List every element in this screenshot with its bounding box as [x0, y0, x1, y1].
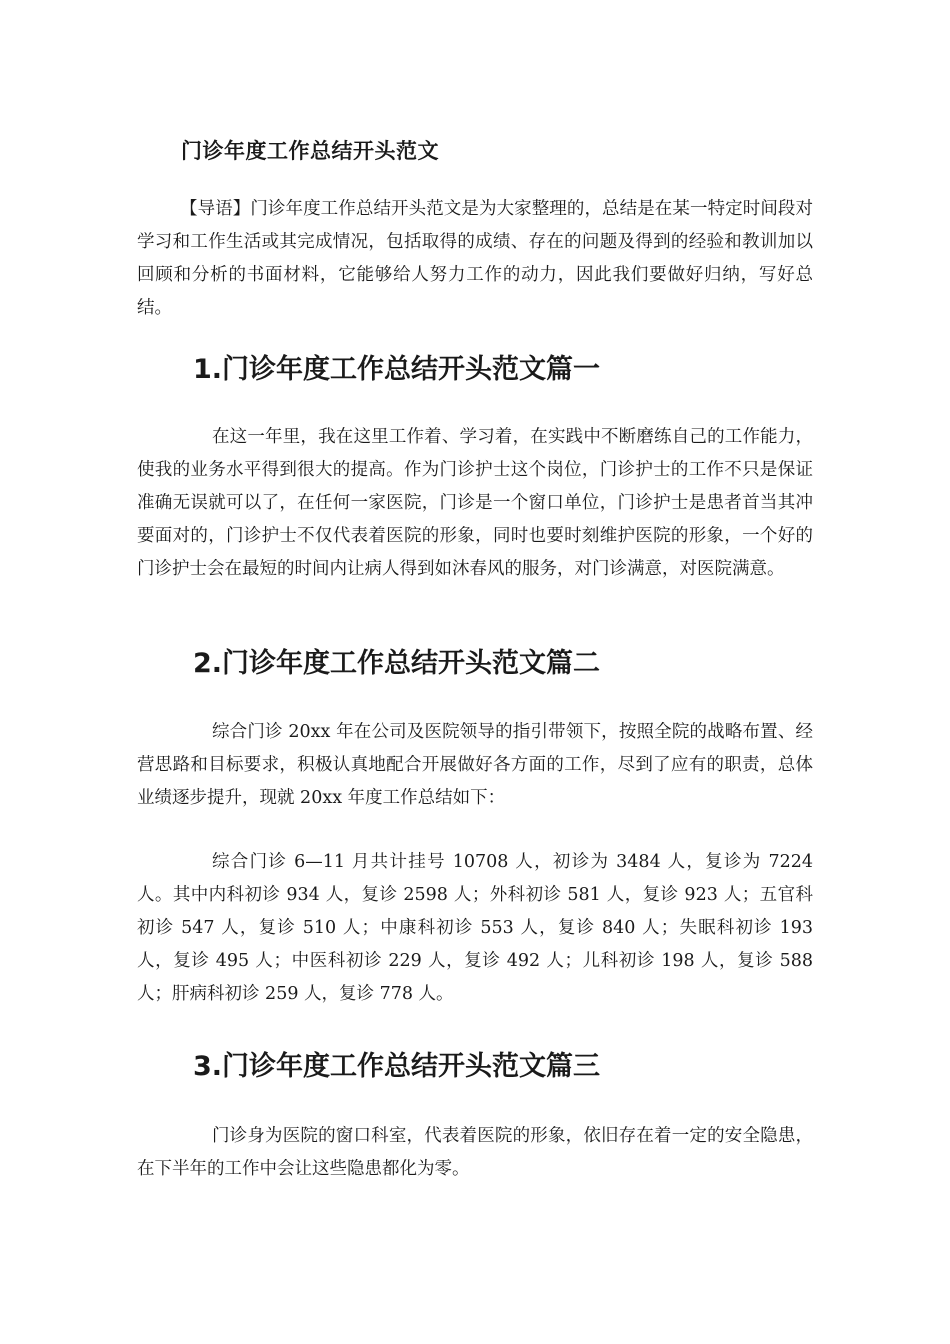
- section-1-paragraph: 在这一年里，我在这里工作着、学习着，在实践中不断磨练自己的工作能力，使我的业务水平得到很大的提高。作为门诊护士这个岗位，门诊护士的工作不只是保证准确无误就可以了，在任何一家医院，门诊是一个窗口单位，门诊护士是患者首当其冲要面对的，门诊护士不仅代表着医院的形象，同时也要时刻维护医院的形象，一个好的门诊护士会在最短的时间内让病人得到如沐春风的服务，对门诊满意，对医院满意。: [137, 427, 813, 579]
- section-2-heading: 2.门诊年度工作总结开头范文篇二: [193, 648, 601, 679]
- section-1-heading: 1.门诊年度工作总结开头范文篇一: [193, 354, 601, 385]
- section-3-paragraph: 门诊身为医院的窗口科室，代表着医院的形象，依旧存在着一定的安全隐患，在下半年的工作中会让这些隐患都化为零。: [137, 1126, 813, 1179]
- section-3-heading: 3.门诊年度工作总结开头范文篇三: [193, 1051, 601, 1082]
- section-2-paragraph-1: 综合门诊 20xx 年在公司及医院领导的指引带领下，按照全院的战略布置、经营思路和目标要求，积极认真地配合开展做好各方面的工作，尽到了应有的职责，总体业绩逐步提升，现就 20xx 年度工作总结如下：: [137, 722, 813, 808]
- intro-paragraph: 【导语】门诊年度工作总结开头范文是为大家整理的，总结是在某一特定时间段对学习和工作生活或其完成情况，包括取得的成绩、存在的问题及得到的经验和教训加以回顾和分析的书面材料，它能够给人努力工作的动力，因此我们要做好归纳，写好总结。: [137, 199, 813, 318]
- section-2-paragraph-2: 综合门诊 6—11 月共计挂号 10708 人，初诊为 3484 人，复诊为 7224 人。其中内科初诊 934 人，复诊 2598 人；外科初诊 581 人，复诊 923 人；五官科初诊 547 人，复诊 510 人；中康科初诊 553 人，复诊 840 人；失眠科初诊 193 人，复诊 495 人；中医科初诊 229 人，复诊 492 人；儿科初诊 198 人，复诊 588 人；肝病科初诊 259 人，复诊 778 人。: [137, 852, 813, 1004]
- document-title: 门诊年度工作总结开头范文: [181, 138, 439, 163]
